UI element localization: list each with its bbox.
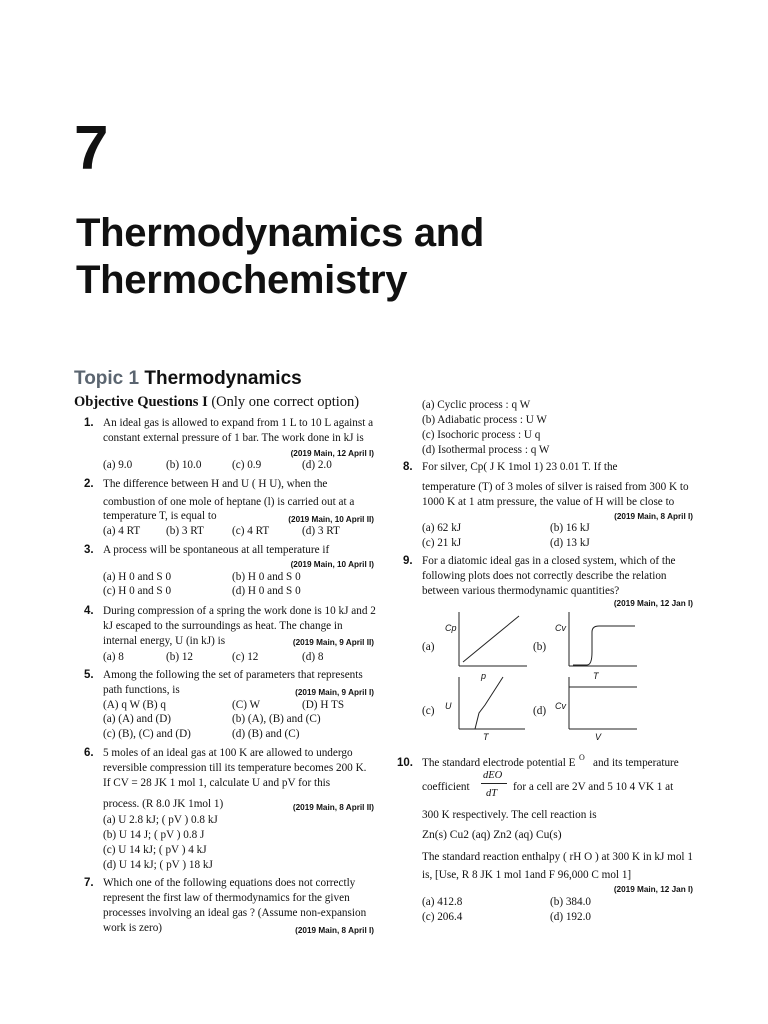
option: (d) U 14 kJ; ( pV ) 18 kJ: [103, 859, 213, 871]
option: (C) W: [232, 699, 261, 711]
fraction-numerator: dEO: [483, 770, 503, 781]
option: (d) 8: [302, 651, 324, 663]
question-number: 5.: [84, 669, 94, 681]
question-text: Which one of the following equations does not correctly: [103, 877, 356, 889]
option: (a) 9.0: [103, 459, 133, 471]
option: (d) (B) and (C): [232, 728, 300, 740]
option: (b) (A), (B) and (C): [232, 713, 321, 725]
question-number: 6.: [84, 747, 94, 759]
question-number: 2.: [84, 478, 94, 490]
plot-b-y-label: Cv: [555, 623, 566, 633]
question-9-plots: [403, 603, 693, 743]
exam-tag: (2019 Main, 8 April I): [295, 926, 374, 935]
option: (c) 206.4: [422, 911, 463, 923]
option: (c) (B), (C) and (D): [103, 728, 191, 740]
option: (d) 3 RT: [302, 525, 340, 537]
option: (c) 4 RT: [232, 525, 270, 537]
question-number: 4.: [84, 605, 94, 617]
question-text: The standard electrode potential E: [422, 757, 576, 769]
fraction-denominator: dT: [486, 788, 498, 799]
question-text: following plots does not correctly describe the relation: [422, 570, 667, 582]
question-text: constant external pressure of 1 bar. The work done in kJ is: [103, 432, 364, 444]
option: (b) 16 kJ: [550, 522, 590, 534]
option: (d) 192.0: [550, 911, 592, 923]
question-text: between various thermodynamic quantities?: [422, 585, 620, 597]
question-text: For silver, Cp( J K 1mol 1) 23 0.01 T. If the: [422, 461, 618, 473]
plot-b: [559, 608, 639, 676]
plot-a-y-label: Cp: [445, 623, 457, 633]
option: (a) 8: [103, 651, 124, 663]
option: (b) 10.0: [166, 459, 202, 471]
option: (a): [422, 641, 435, 653]
option: (c) U 14 kJ; ( pV ) 4 kJ: [103, 844, 207, 856]
option: (a) H 0 and S 0: [103, 571, 172, 583]
question-text: If CV = 28 JK 1 mol 1, calculate U and pV for this: [103, 777, 331, 789]
question-text: work is zero): [103, 922, 163, 934]
question-text: coefficient: [422, 781, 470, 793]
question-number: 9.: [403, 555, 413, 567]
option: (c) 21 kJ: [422, 537, 462, 549]
option: (a) 4 RT: [103, 525, 141, 537]
section-title: Objective Questions I: [74, 394, 208, 410]
option: (a) (A) and (D): [103, 713, 172, 725]
question-number: 8.: [403, 461, 413, 473]
question-text: 5 moles of an ideal gas at 100 K are allowed to undergo: [103, 747, 353, 759]
question-text: process. (R 8.0 JK 1mol 1): [103, 798, 224, 810]
option: (d) H 0 and S 0: [232, 585, 301, 597]
option: (a) 412.8: [422, 896, 463, 908]
option: (b) 12: [166, 651, 194, 663]
exam-tag: (2019 Main, 8 April I): [614, 512, 693, 521]
option: (b): [533, 641, 547, 653]
option: (b) 384.0: [550, 896, 592, 908]
question-text: The difference between H and U ( H U), when the: [103, 478, 328, 490]
question-text: 1000 K at 1 atm pressure, the value of H will be close to: [422, 496, 675, 508]
superscript: O: [579, 753, 585, 762]
option: (d): [533, 705, 547, 717]
question-text: path functions, is: [103, 684, 180, 696]
plot-c: [449, 673, 529, 733]
topic-name: Thermodynamics: [144, 368, 302, 389]
plot-c-curve: [463, 677, 503, 729]
question-text: combustion of one mole of heptane (l) is carried out at a: [103, 496, 355, 508]
option: (d) Isothermal process : q W: [422, 444, 550, 456]
plot-d-x-label: V: [595, 732, 602, 742]
option: (c) 0.9: [232, 459, 262, 471]
question-text: kJ escaped to the surroundings as heat. The change in: [103, 620, 343, 632]
plot-b-curve: [573, 626, 635, 665]
section-note: (Only one correct option): [211, 394, 360, 410]
question-text: internal energy, U (in kJ) is: [103, 635, 226, 647]
exam-tag: (2019 Main, 9 April II): [292, 638, 374, 647]
plot-a-x-label: p: [481, 671, 487, 681]
chapter-title-line-1: Thermodynamics and: [76, 211, 485, 255]
question-text: is, [Use, R 8 JK 1 mol 1and F 96,000 C mol 1]: [422, 869, 632, 881]
plot-d-y-label: Cv: [555, 701, 566, 711]
question-text: represent the first law of thermodynamics for the given: [103, 892, 350, 904]
question-number: 1.: [84, 417, 94, 429]
option: (D) H TS: [302, 699, 345, 711]
plot-c-x-label: T: [483, 732, 489, 742]
fraction-bar: [481, 783, 507, 784]
chapter-title-line-2: Thermochemistry: [76, 258, 408, 302]
question-number: 3.: [84, 544, 94, 556]
question-text: A process will be spontaneous at all temperature if: [103, 544, 330, 556]
chapter-number: 7: [74, 114, 109, 183]
question-text: During compression of a spring the work done is 10 kJ and 2: [103, 605, 376, 617]
question-text: For a diatomic ideal gas in a closed system, which of the: [422, 555, 676, 567]
question-text: The standard reaction enthalpy ( rH O ) at 300 K in kJ mol 1: [422, 851, 693, 863]
option: (c) 12: [232, 651, 259, 663]
question-text: processes involving an ideal gas ? (Assume non-expansion: [103, 907, 367, 919]
exam-tag: (2019 Main, 10 April II): [288, 515, 374, 524]
question-text: An ideal gas is allowed to expand from 1 L to 10 L against a: [103, 417, 374, 429]
question-number: 7.: [84, 877, 94, 889]
exam-tag: (2019 Main, 10 April I): [290, 560, 374, 569]
question-text: temperature T, is equal to: [103, 510, 217, 522]
plot-c-y-label: U: [445, 701, 452, 711]
question-text: reversible compression till its temperature becomes 200 K.: [103, 762, 367, 774]
option: (c): [422, 705, 435, 717]
question-text: 300 K respectively. The cell reaction is: [422, 809, 597, 821]
option: (d) 13 kJ: [550, 537, 590, 549]
plot-a-curve: [463, 616, 519, 662]
option: (a) Cyclic process : q W: [422, 399, 531, 411]
plot-b-x-label: T: [593, 671, 599, 681]
plot-d: [559, 673, 639, 733]
option: (A) q W (B) q: [103, 699, 166, 711]
option: (b) Adiabatic process : U W: [422, 414, 547, 426]
question-text: and its temperature: [593, 757, 679, 769]
question-text: temperature (T) of 3 moles of silver is raised from 300 K to: [422, 481, 689, 493]
option: (a) U 2.8 kJ; ( pV ) 0.8 kJ: [103, 814, 218, 826]
exam-tag: (2019 Main, 12 April I): [290, 449, 374, 458]
option: (c) Isochoric process : U q: [422, 429, 541, 441]
exam-tag: (2019 Main, 12 Jan I): [613, 885, 693, 894]
option: (b) 3 RT: [166, 525, 204, 537]
plot-a: [449, 608, 529, 676]
question-text: Among the following the set of parameters that represents: [103, 669, 363, 681]
exam-tag: (2019 Main, 9 April I): [295, 688, 374, 697]
exam-tag: (2019 Main, 12 Jan I): [613, 599, 693, 608]
option: (b) U 14 J; ( pV ) 0.8 J: [103, 829, 205, 841]
topic-label: Topic 1: [74, 368, 140, 389]
option: (c) H 0 and S 0: [103, 585, 172, 597]
exam-tag: (2019 Main, 8 April II): [292, 803, 374, 812]
question-number: 10.: [397, 757, 413, 769]
question-text: for a cell are 2V and 5 10 4 VK 1 at: [513, 781, 674, 793]
section-heading: [74, 394, 359, 411]
topic-heading: [74, 368, 302, 390]
option: (b) H 0 and S 0: [232, 571, 301, 583]
option: (d) 2.0: [302, 459, 332, 471]
option: (a) 62 kJ: [422, 522, 462, 534]
chapter-title: [76, 210, 484, 304]
question-text: Zn(s) Cu2 (aq) Zn2 (aq) Cu(s): [422, 829, 562, 841]
